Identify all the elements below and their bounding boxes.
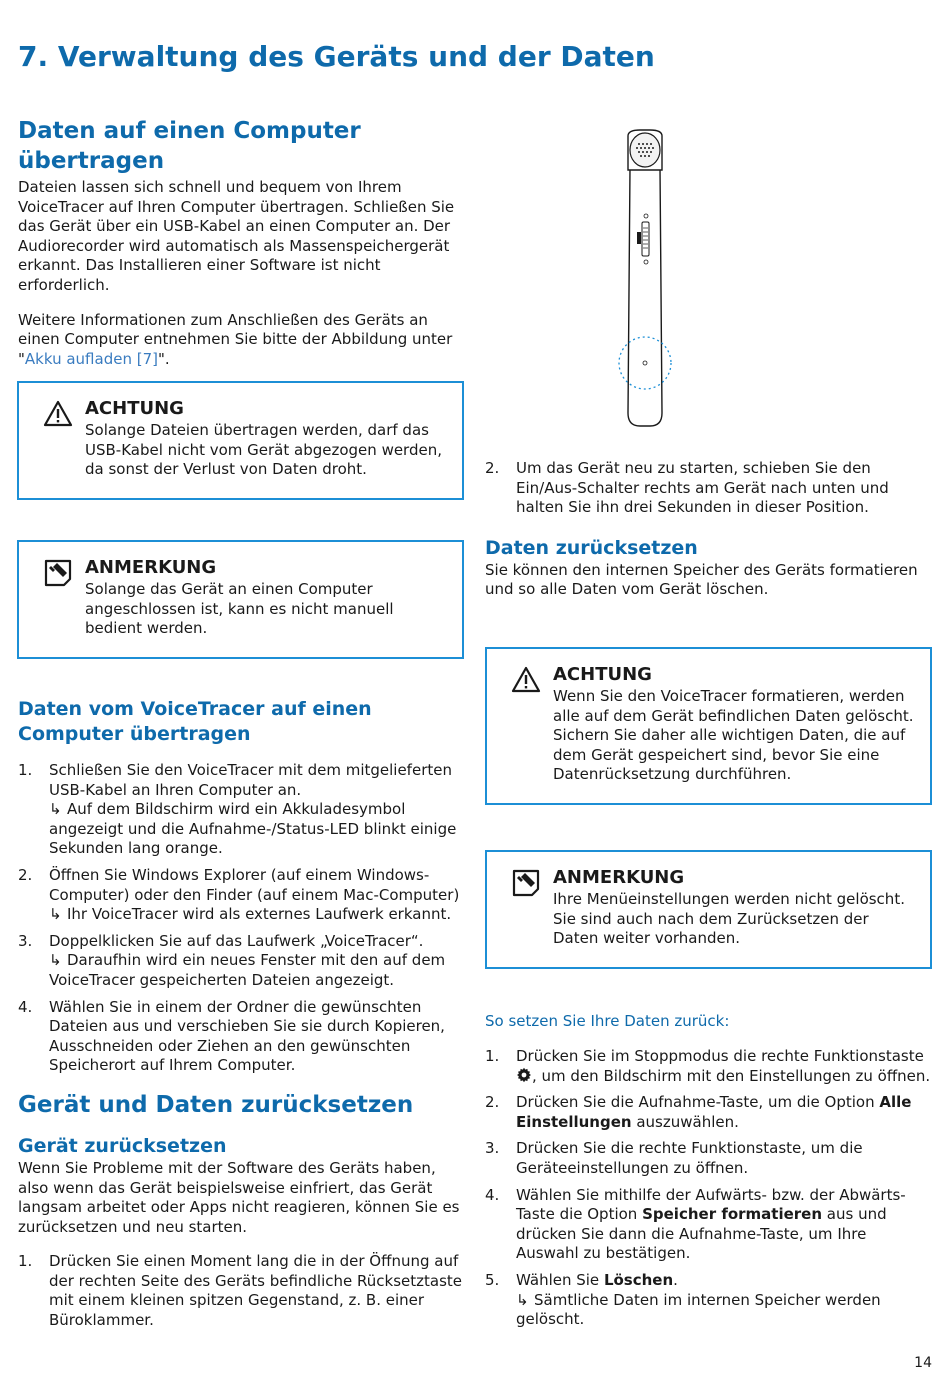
list-item: 1. Drücken Sie im Stoppmodus die rechte Funktionstaste , um den Bildschirm mit den Einstellungen zu öffnen. — [485, 1047, 931, 1085]
subheading-device-reset: Gerät zurücksetzen — [18, 1134, 227, 1157]
subheading-data-reset: Daten zurücksetzen — [485, 536, 698, 559]
list-item: 1. Schließen Sie den VoiceTracer mit dem mitgelieferten USB-Kabel an Ihren Computer an. ↳ Auf dem Bildschirm wird ein Akkuladesymbol angezeigt und die Aufnahme-/Status-LED blinkt einige Sekunden lang orange. — [18, 761, 457, 858]
warning-icon — [511, 665, 541, 695]
transfer-steps-list — [18, 761, 463, 1076]
warning-icon — [43, 399, 73, 429]
list-item: 4. Wählen Sie in einem der Ordner die gewünschten Dateien aus und verschieben Sie sie durch Kopieren, Ausschneiden oder Ziehen an den gewünschten Speicherort auf Ihrem Computer. — [18, 997, 445, 1075]
note-icon — [43, 558, 73, 588]
caution-text: Solange Dateien übertragen werden, darf das USB-Kabel nicht vom Gerät abgezogen werden, da sonst der Verlust von Daten droht. — [85, 421, 442, 479]
device-illustration — [600, 128, 690, 433]
note-icon — [511, 868, 541, 898]
caution-box-1 — [17, 381, 464, 500]
note-title: ANMERKUNG — [85, 557, 217, 578]
list-item: 2. Um das Gerät neu zu starten, schieben Sie den Ein/Aus-Schalter rechts am Gerät nach unten und halten Sie ihn drei Sekunden in dieser Position. — [485, 459, 889, 517]
list-item: 4. Wählen Sie mithilfe der Aufwärts- bzw. der Abwärts-Taste die Option Speicher formatieren aus und drücken Sie dann die Aufnahme-Taste, um Ihre Auswahl zu bestätigen. — [485, 1185, 906, 1263]
caution-box-2 — [485, 647, 932, 805]
list-item: 5. Wählen Sie Löschen. ↳ Sämtliche Daten im internen Speicher werden gelöscht. — [485, 1270, 881, 1329]
page-number: 14 — [914, 1355, 932, 1371]
caution-title: ACHTUNG — [85, 398, 184, 419]
transfer-paragraph: Dateien lassen sich schnell und bequem von Ihrem VoiceTracer auf Ihren Computer übertragen. Schließen Sie das Gerät über ein USB-Kabel an einen Computer an. Der Audiorecorder wird automatisch als Massenspeichergerät erkannt. Das Installieren einer Software ist nicht erforderlich. — [18, 178, 455, 294]
device-reset-list-cont — [485, 459, 932, 518]
device-reset-list — [18, 1252, 463, 1330]
note-box-2 — [485, 850, 932, 969]
list-item: 1. Drücken Sie einen Moment lang die in der Öffnung auf der rechten Seite des Geräts befindliche Rücksetztaste mit einem kleinen spitzen Gegenstand, z. B. einer Büroklammer. — [18, 1252, 462, 1330]
page-title: 7. Verwaltung des Geräts und der Daten — [18, 40, 655, 73]
device-reset-paragraph: Wenn Sie Probleme mit der Software des Geräts haben, also wenn das Gerät beispielsweise einfriert, das Gerät langsam arbeitet oder Apps nicht reagieren, können Sie es zurücksetzen und neu starten. — [18, 1158, 460, 1236]
note-box-1 — [17, 540, 464, 659]
right-column — [485, 459, 932, 600]
list-item: 2. Drücken Sie die Aufnahme-Taste, um die Option Alle Einstellungen auszuwählen. — [485, 1093, 912, 1131]
list-item: 3. Drücken Sie die rechte Funktionstaste, um die Geräteeinstellungen zu öffnen. — [485, 1139, 863, 1177]
left-column — [18, 116, 458, 369]
left-column-lower — [18, 697, 463, 1338]
result-arrow-icon: ↳ — [516, 1290, 529, 1309]
result-arrow-icon: ↳ — [49, 905, 62, 924]
list-item: 3. Doppelklicken Sie auf das Laufwerk „VoiceTracer“. ↳ Daraufhin wird ein neues Fenster mit den auf dem VoiceTracer gespeicherten Dateien angezeigt. — [18, 931, 446, 989]
howto-label: So setzen Sie Ihre Daten zurück: — [485, 1012, 730, 1030]
gear-icon — [516, 1067, 532, 1083]
result-arrow-icon: ↳ — [49, 951, 62, 970]
transfer-info-paragraph: Weitere Informationen zum Anschließen des Geräts an einen Computer entnehmen Sie bitte der Abbildung unter "Akku aufladen [7]". — [18, 310, 453, 368]
right-column-lower — [485, 1012, 932, 1337]
section-heading-reset: Gerät und Daten zurücksetzen — [18, 1091, 414, 1118]
note-text: Solange das Gerät an einen Computer angeschlossen ist, kann es nicht manuell bedient werden. — [85, 580, 394, 638]
note-text: Ihre Menüeinstellungen werden nicht gelöscht. Sie sind auch nach dem Zurücksetzen der Daten weiter vorhanden. — [553, 890, 905, 948]
note-title: ANMERKUNG — [553, 867, 685, 888]
result-arrow-icon: ↳ — [49, 800, 62, 819]
data-reset-paragraph: Sie können den internen Speicher des Geräts formatieren und so alle Daten vom Gerät löschen. — [485, 560, 918, 599]
list-item: 2. Öffnen Sie Windows Explorer (auf einem Windows-Computer) oder den Finder (auf einem Mac-Computer) ↳ Ihr VoiceTracer wird als externes Laufwerk erkannt. — [18, 865, 460, 924]
caution-title: ACHTUNG — [553, 664, 652, 685]
section-heading-transfer: Daten auf einen Computer übertragen — [18, 118, 361, 174]
section-heading-voicetracer-transfer: Daten vom VoiceTracer auf einen Computer übertragen — [18, 698, 372, 745]
caution-text: Wenn Sie den VoiceTracer formatieren, werden alle auf dem Gerät befindlichen Daten gelöscht. Sichern Sie daher alle wichtigen Daten, die auf dem Gerät gespeichert sind, bevor Sie eine Datenrücksetzung durchführen. — [553, 687, 914, 784]
akku-link[interactable]: Akku aufladen [7] — [24, 349, 158, 368]
data-reset-steps-list — [485, 1047, 932, 1330]
